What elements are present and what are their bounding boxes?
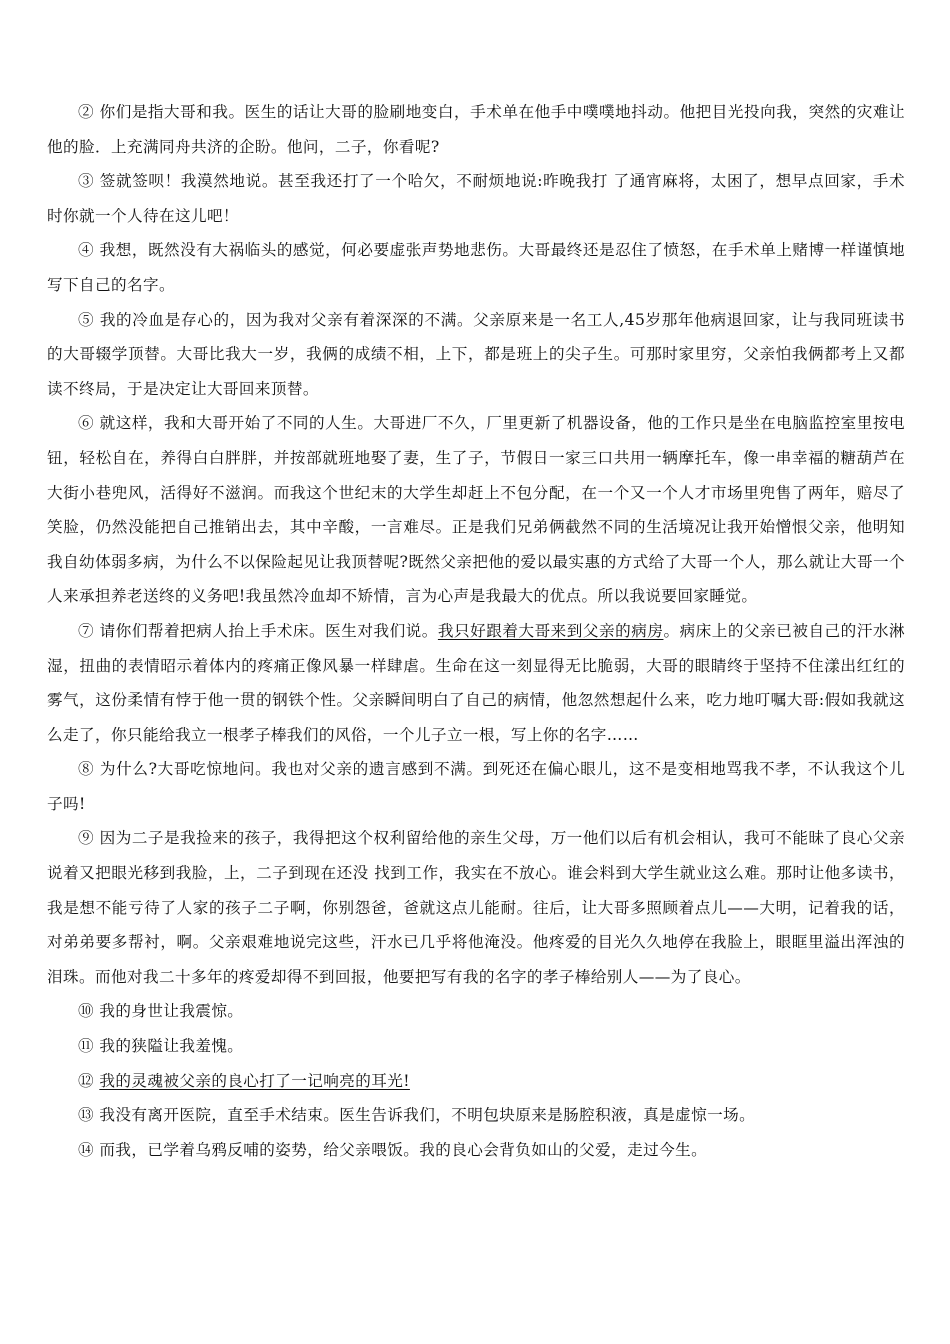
- paragraph-number: ⑪: [78, 1037, 94, 1056]
- paragraph-text: 为什么?大哥吃惊地问。我也对父亲的遗言感到不满。到死还在偏心眼儿，这不是变相地骂我不孝，不认我这个儿子吗!: [47, 760, 906, 813]
- paragraph-number: ③: [78, 172, 95, 191]
- paragraph-number: ⑦: [78, 621, 95, 640]
- paragraph-text: 签就签呗！我漠然地说。甚至我还打了一个哈欠，不耐烦地说:昨晚我打 了通宵麻将，太困了，想早点回家，手术时你就一个人待在这儿吧！: [47, 172, 906, 225]
- paragraph-text: 就这样，我和大哥开始了不同的人生。大哥进厂不久，厂里更新了机器设备，他的工作只是坐在电脑监控室里按电钮，轻松自在，养得白白胖胖，并按部就班地娶了妻，生了子，节假日一家三口共用一辆摩托车，像一串幸福的糖葫芦在大街小巷兜风，活得好不滋润。而我这个世纪末的大学生却赶上不包分配，在一个又一个人才市场里兜售了两年，赔尽了笑脸，仍然没能把自己推销出去，其中辛酸，一言难尽。正是我们兄弟俩截然不同的生活境况让我开始憎恨父亲，他明知我自幼体弱多病，为什么不以保险起见让我顶替呢?既然父亲把他的爱以最实惠的方式给了大哥一个人，那么就让大哥一个人来承担养老送终的义务吧!我虽然冷血却不矫情，言为心声是我最大的优点。所以我说要回家睡觉。: [47, 414, 906, 606]
- paragraph-13: [47, 1098, 905, 1133]
- paragraph-text-continued: 。病床上的父亲已被自己的汗水淋湿，扭曲的表情昭示着体内的疼痛正像风暴一样肆虐。生命在这一刻显得无比脆弱，大哥的眼睛终于坚持不住漾出红红的雾气，这份柔情有悖于他一贯的钢铁个性。父亲瞬间明白了自己的病情，他忽然想起什么来，吃力地叮嘱大哥:假如我就这么走了，你只能给我立一根孝子棒我们的风俗，一个儿子立一根，写上你的名字……: [47, 621, 905, 744]
- paragraph-text: 请你们帮着把病人抬上手术床。医生对我们说。: [94, 621, 438, 640]
- article-body: [47, 95, 905, 1167]
- paragraph-7: [47, 614, 905, 752]
- underlined-sentence: 我的灵魂被父亲的良心打了一记响亮的耳光!: [99, 1071, 410, 1090]
- paragraph-number: ④: [78, 241, 95, 260]
- paragraph-4: [47, 233, 905, 302]
- paragraph-text: 我的冷血是存心的，因为我对父亲有着深深的不满。父亲原来是一名工人,45岁那年他病退回家，让与我同班读书的大哥辍学顶替。大哥比我大一岁，我俩的成绩不相，上下，都是班上的尖子生。可那时家里穷，父亲怕我俩都考上又都读不终局，于是决定让大哥回来顶替。: [47, 310, 905, 398]
- paragraph-number: ⑧: [78, 760, 95, 779]
- paragraph-14: [47, 1133, 905, 1168]
- paragraph-number: ⑩: [78, 1002, 94, 1021]
- paragraph-text: 我想，既然没有大祸临头的感觉，何必要虚张声势地悲伤。大哥最终还是忍住了愤怒，在手术单上赌博一样谨慎地写下自己的名字。: [47, 241, 906, 294]
- paragraph-number: ②: [78, 103, 95, 121]
- paragraph-text: 我的身世让我震惊。: [94, 1002, 244, 1021]
- paragraph-5: [47, 303, 905, 407]
- paragraph-9: [47, 821, 905, 994]
- underlined-sentence: 我只好跟着大哥来到父亲的病房: [437, 621, 664, 640]
- paragraph-10: [47, 994, 905, 1029]
- paragraph-text: 你们是指大哥和我。医生的话让大哥的脸刷地变白，手术单在他手中噗噗地抖动。他把目光投向我，突然的灾难让他的脸．上充满同舟共济的企盼。他问，二子，你看呢?: [47, 103, 906, 156]
- paragraph-6: [47, 406, 905, 614]
- paragraph-text: 我的狭隘让我羞愧。: [94, 1037, 244, 1056]
- paragraph-number: ⑥: [78, 414, 95, 433]
- paragraph-text: 我没有离开医院，直至手术结束。医生告诉我们，不明包块原来是肠腔积液，真是虚惊一场。: [94, 1106, 756, 1125]
- paragraph-number: ⑭: [78, 1140, 94, 1159]
- paragraph-number: ⑨: [78, 829, 95, 848]
- paragraph-2: [47, 95, 905, 164]
- paragraph-number: ⑤: [78, 310, 95, 329]
- paragraph-8: [47, 752, 905, 821]
- paragraph-text: 因为二子是我捡来的孩子，我得把这个权利留给他的亲生父母，万一他们以后有机会相认，我可不能昧了良心父亲说着又把眼光移到我脸，上，二子到现在还没 找到工作，我实在不放心。谁会料到大学生就业这么难。那时让他多读书，我是想不能亏待了人家的孩子二子啊，你别怨爸，爸就这点儿能耐。往后，让大哥多照顾着点儿——大明，记着我的话，对弟弟要多帮衬，啊。父亲艰难地说完这些，汗水已几乎将他淹没。他疼爱的目光久久地停在我脸上，眼眶里溢出浑浊的泪珠。而他对我二十多年的疼爱却得不到回报，他要把写有我的名字的孝子棒给别人——为了良心。: [47, 829, 906, 986]
- paragraph-12: [47, 1064, 905, 1099]
- paragraph-number: ⑬: [78, 1106, 94, 1125]
- paragraph-11: [47, 1029, 905, 1064]
- paragraph-text: 而我，已学着乌鸦反哺的姿势，给父亲喂饭。我的良心会背负如山的父爱，走过今生。: [94, 1140, 708, 1159]
- paragraph-number: ⑫: [78, 1071, 94, 1090]
- paragraph-3: [47, 164, 905, 233]
